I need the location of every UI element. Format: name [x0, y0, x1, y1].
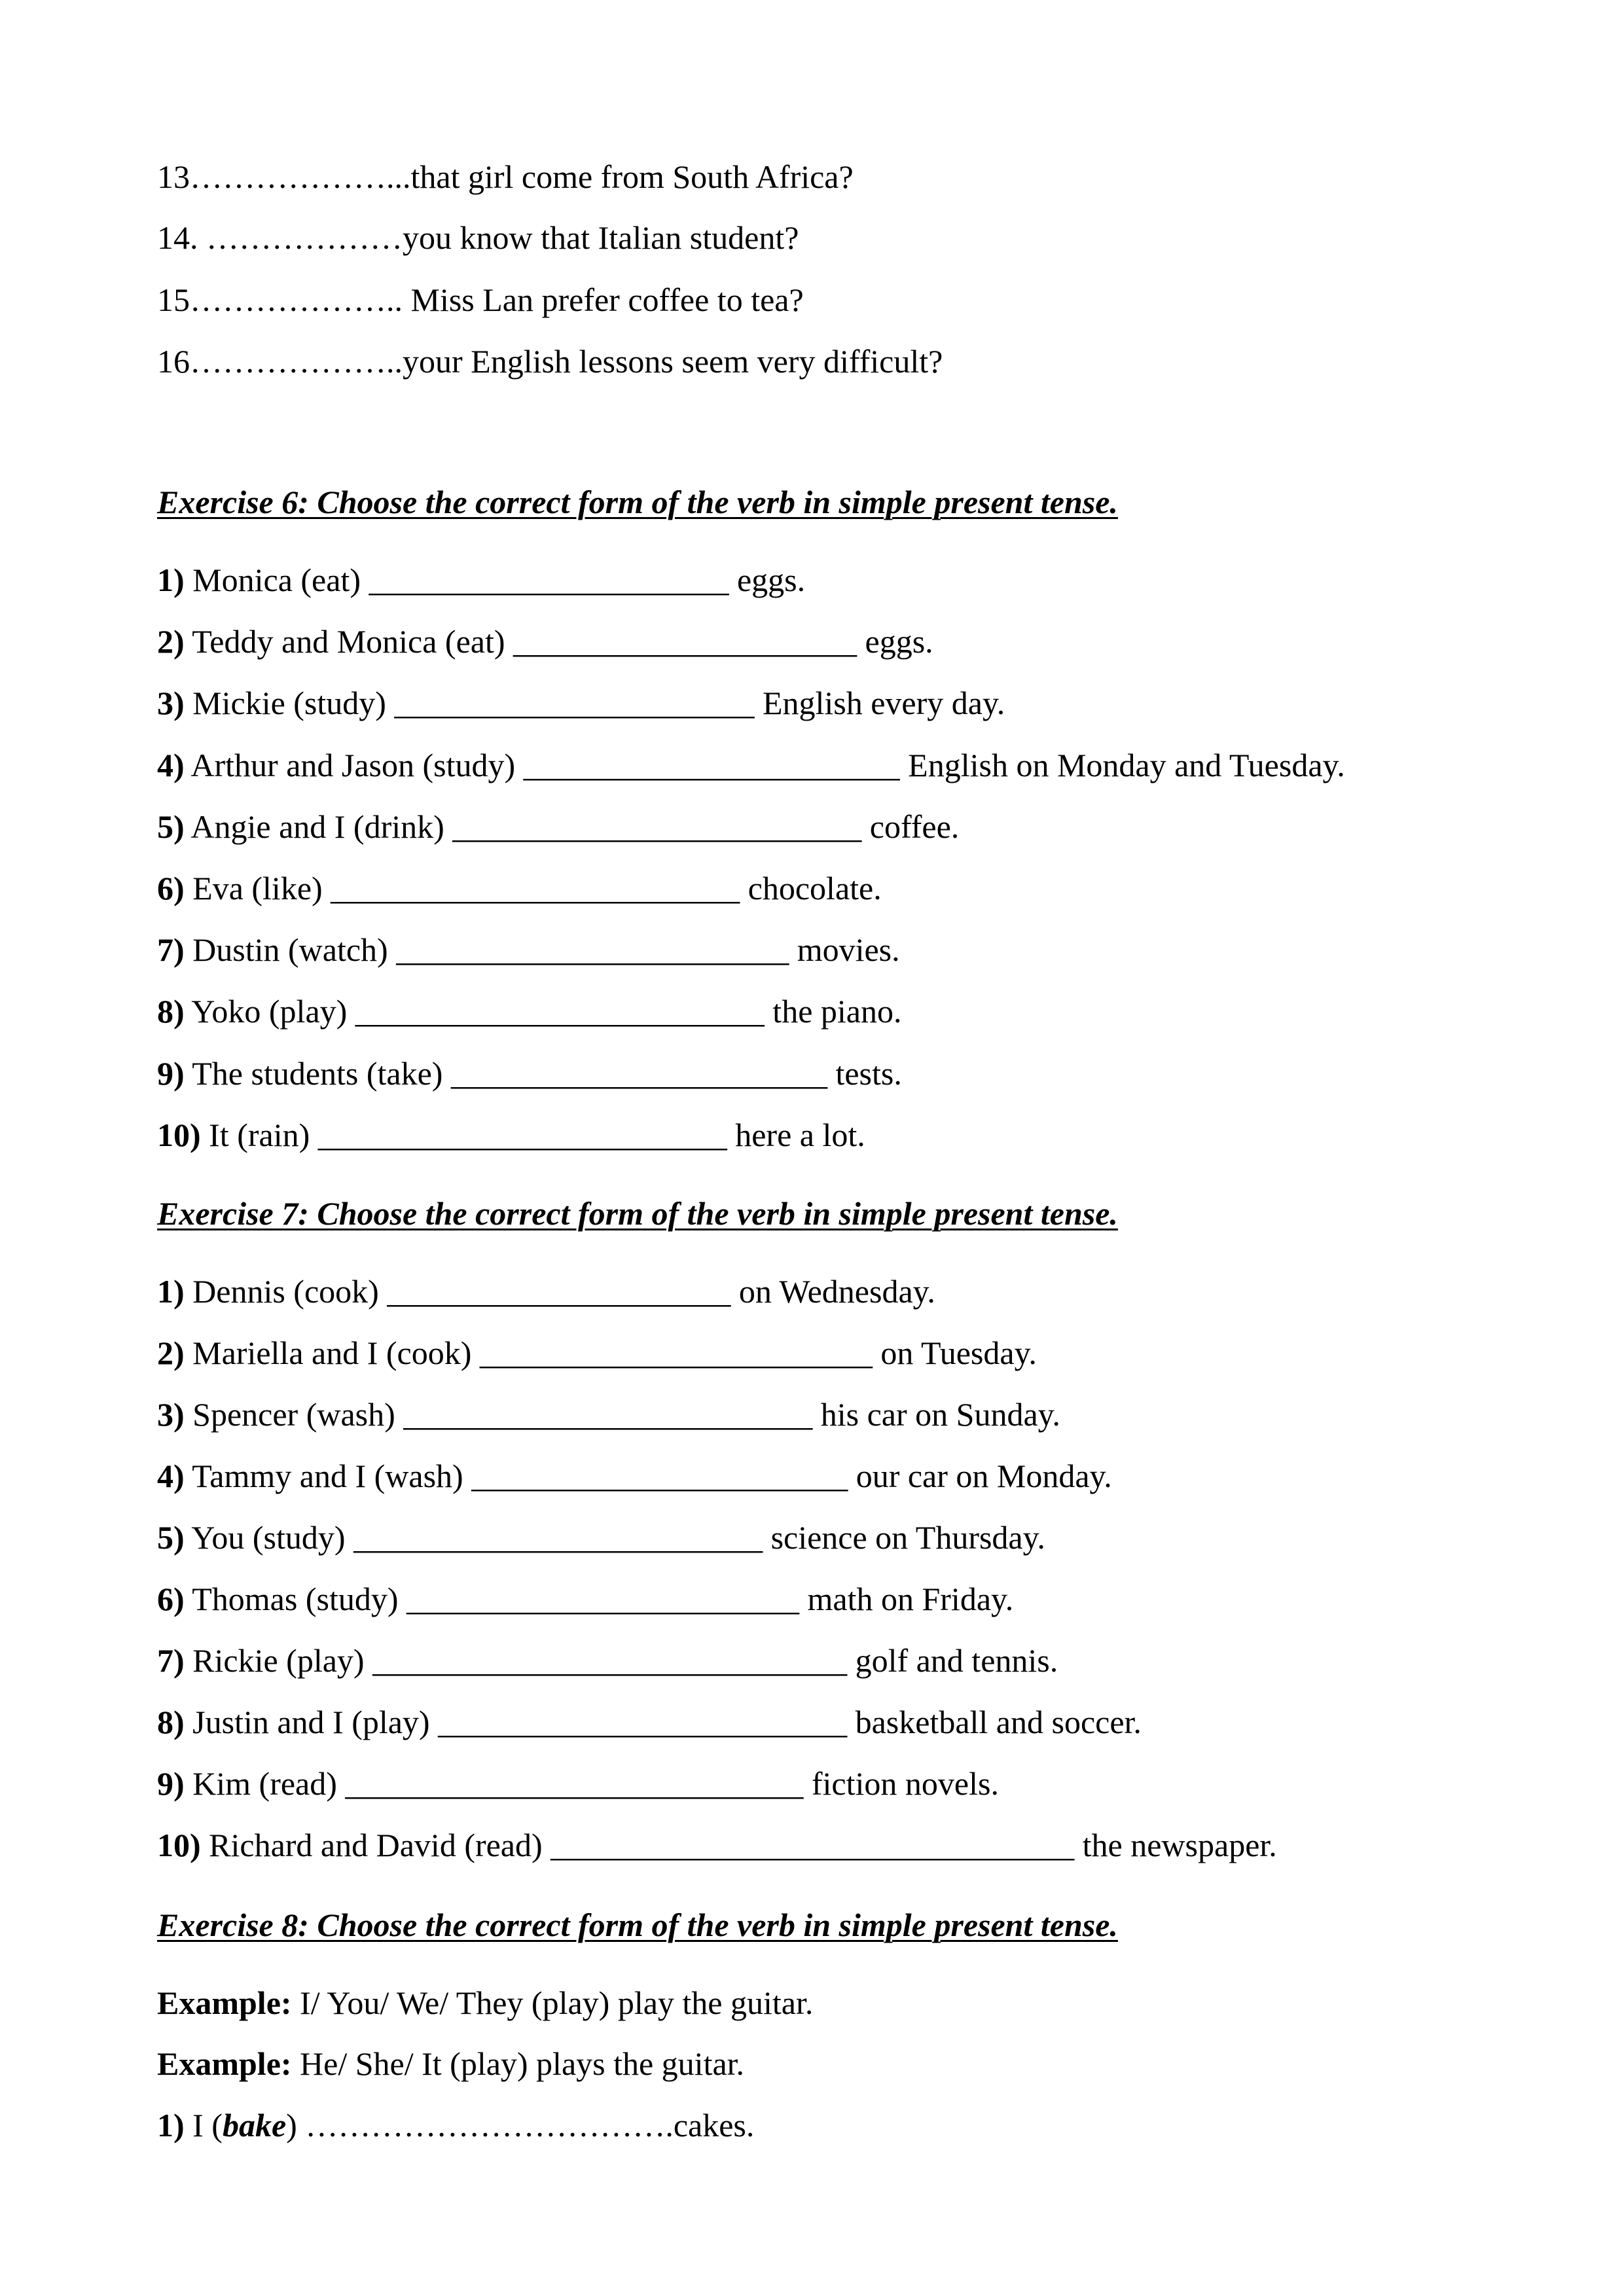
exercise7-item: [157, 1764, 999, 1803]
item-tail: movies.: [789, 931, 900, 969]
item-tail: here a lot.: [727, 1116, 865, 1153]
answer-blank[interactable]: _________________________: [438, 1704, 848, 1740]
exercise7-item: [157, 1272, 935, 1311]
item-prompt: Justin and I (play): [184, 1704, 439, 1740]
example-text: I/ You/ We/ They (play) play the guitar.: [291, 1984, 814, 2021]
item-prompt: Rickie (play): [184, 1642, 373, 1679]
exercise7-item: [157, 1395, 1060, 1434]
item-tail: English on Monday and Tuesday.: [899, 746, 1345, 783]
exercise6-item: [157, 1115, 865, 1155]
example-2: [157, 2044, 744, 2083]
exercise6-item: [157, 745, 1345, 785]
item-prompt: Kim (read): [184, 1765, 346, 1802]
exercise6-item: [157, 930, 900, 969]
exercise-8-heading: Exercise 8: Choose the correct form of the verb in simple present tense.: [157, 1907, 1118, 1943]
item-prompt: Mickie (study): [184, 685, 395, 722]
item-number: 4): [157, 1458, 185, 1494]
exercise6-item: [157, 807, 959, 846]
item-number: 1): [157, 2107, 185, 2144]
item-number: 8): [157, 1704, 185, 1740]
item-tail: fiction novels.: [803, 1765, 999, 1802]
answer-blank[interactable]: _______________________: [471, 1458, 848, 1494]
item-tail: basketball and soccer.: [847, 1704, 1142, 1740]
item-number: 7): [157, 931, 185, 969]
exercise6-item: [157, 560, 805, 600]
item-prompt: Teddy and Monica (eat): [184, 623, 513, 660]
exercise7-item: [157, 1579, 1013, 1619]
exercise7-item: [157, 1641, 1058, 1680]
item-prompt: Richard and David (read): [200, 1827, 551, 1863]
item-number: 4): [157, 746, 185, 783]
exercise7-item: [157, 1456, 1112, 1496]
exercise6-item: [157, 869, 882, 908]
item-tail: ) …………………………….cakes.: [286, 2107, 755, 2144]
answer-blank[interactable]: ________________________________: [550, 1827, 1075, 1863]
item-number: 2): [157, 623, 185, 660]
answer-blank[interactable]: ________________________: [406, 1581, 799, 1617]
exercise6-item: [157, 683, 1005, 723]
exercise-6-heading: Exercise 6: Choose the correct form of the verb in simple present tense.: [157, 484, 1118, 520]
item-tail: math on Friday.: [799, 1581, 1014, 1617]
answer-blank[interactable]: _________________________: [331, 870, 740, 906]
example-label: Example:: [157, 2045, 292, 2082]
answer-blank[interactable]: _________________________: [403, 1396, 813, 1433]
item-prompt: Tammy and I (wash): [184, 1458, 472, 1494]
example-text: He/ She/ It (play) plays the guitar.: [291, 2045, 745, 2082]
answer-blank[interactable]: ________________________: [479, 1335, 873, 1371]
exercise-8-item-1: [157, 2106, 754, 2145]
exercise6-item: [157, 1054, 902, 1093]
item-prompt: Eva (like): [184, 870, 331, 906]
item-tail: science on Thursday.: [763, 1519, 1045, 1556]
item-prompt: Yoko (play): [184, 993, 355, 1030]
item-number: 5): [157, 1519, 185, 1556]
item-prompt: Spencer (wash): [184, 1396, 404, 1433]
item-prompt: Thomas (study): [184, 1581, 406, 1617]
item-number: 5): [157, 808, 185, 845]
exercise6-item: [157, 622, 933, 661]
answer-blank[interactable]: ____________________________: [345, 1765, 804, 1802]
item-tail: chocolate.: [740, 870, 882, 906]
item-number: 9): [157, 1054, 185, 1092]
item-number: 6): [157, 1581, 185, 1617]
item-number: 2): [157, 1335, 185, 1371]
item-number: 10): [157, 1827, 201, 1863]
item-tail: eggs.: [857, 623, 933, 660]
example-label: Example:: [157, 1984, 292, 2021]
item-number: 6): [157, 870, 185, 906]
exercise7-item: [157, 1333, 1037, 1372]
item-tail: eggs.: [729, 562, 806, 598]
answer-blank[interactable]: _______________________: [523, 746, 900, 783]
answer-blank[interactable]: _____________________________: [372, 1642, 848, 1679]
exercise7-item: [157, 1518, 1045, 1557]
item-prompt: Arthur and Jason (study): [184, 746, 524, 783]
item-tail: the newspaper.: [1074, 1827, 1277, 1863]
item-prompt: The students (take): [184, 1054, 451, 1092]
item-tail: tests.: [827, 1054, 902, 1092]
item-prompt: Monica (eat): [184, 562, 369, 598]
answer-blank[interactable]: _____________________: [513, 623, 857, 660]
answer-blank[interactable]: ______________________: [394, 685, 755, 722]
item-number: 8): [157, 993, 185, 1030]
item-prompt: Angie and I (drink): [184, 808, 453, 845]
item-tail: our car on Monday.: [848, 1458, 1112, 1494]
item-prompt: Mariella and I (cook): [184, 1335, 480, 1371]
answer-blank[interactable]: ________________________: [396, 931, 789, 969]
item-prompt: It (rain): [200, 1116, 318, 1153]
item-number: 10): [157, 1116, 201, 1153]
item-number: 7): [157, 1642, 185, 1679]
answer-blank[interactable]: ______________________: [369, 562, 729, 598]
item-tail: his car on Sunday.: [812, 1396, 1060, 1433]
item-tail: the piano.: [764, 993, 902, 1030]
question-15: 15……………….. Miss Lan prefer coffee to tea?: [157, 281, 804, 318]
item-prompt: Dustin (watch): [184, 931, 397, 969]
answer-blank[interactable]: _________________________: [353, 1519, 763, 1556]
question-14: 14. ………………you know that Italian student?: [157, 219, 799, 256]
answer-blank[interactable]: _________________________: [317, 1116, 727, 1153]
item-number: 9): [157, 1765, 185, 1802]
item-number: 1): [157, 562, 185, 598]
example-1: [157, 1983, 813, 2022]
item-number: 3): [157, 685, 185, 722]
item-tail: on Wednesday.: [731, 1273, 935, 1310]
item-tail: on Tuesday.: [872, 1335, 1037, 1371]
item-tail: English every day.: [754, 685, 1005, 722]
exercise7-item: [157, 1702, 1142, 1742]
exercise6-item: [157, 992, 901, 1031]
answer-blank[interactable]: _______________________: [450, 1054, 827, 1092]
question-16: 16………………..your English lessons seem very difficult?: [157, 343, 943, 380]
answer-blank[interactable]: _________________________: [452, 808, 862, 845]
item-number: 1): [157, 1273, 185, 1310]
exercise-7-heading: Exercise 7: Choose the correct form of the verb in simple present tense.: [157, 1195, 1118, 1232]
item-tail: golf and tennis.: [847, 1642, 1058, 1679]
item-prompt: Dennis (cook): [184, 1273, 388, 1310]
answer-blank[interactable]: _________________________: [355, 993, 765, 1030]
item-tail: coffee.: [861, 808, 960, 845]
answer-blank[interactable]: _____________________: [387, 1273, 731, 1310]
question-13: 13………………...that girl come from South Africa?: [157, 158, 854, 195]
exercise7-item: [157, 1825, 1277, 1865]
item-number: 3): [157, 1396, 185, 1433]
item-prompt: You (study): [184, 1519, 354, 1556]
item-prompt: I (: [184, 2107, 223, 2144]
item-verb: bake: [222, 2107, 287, 2144]
